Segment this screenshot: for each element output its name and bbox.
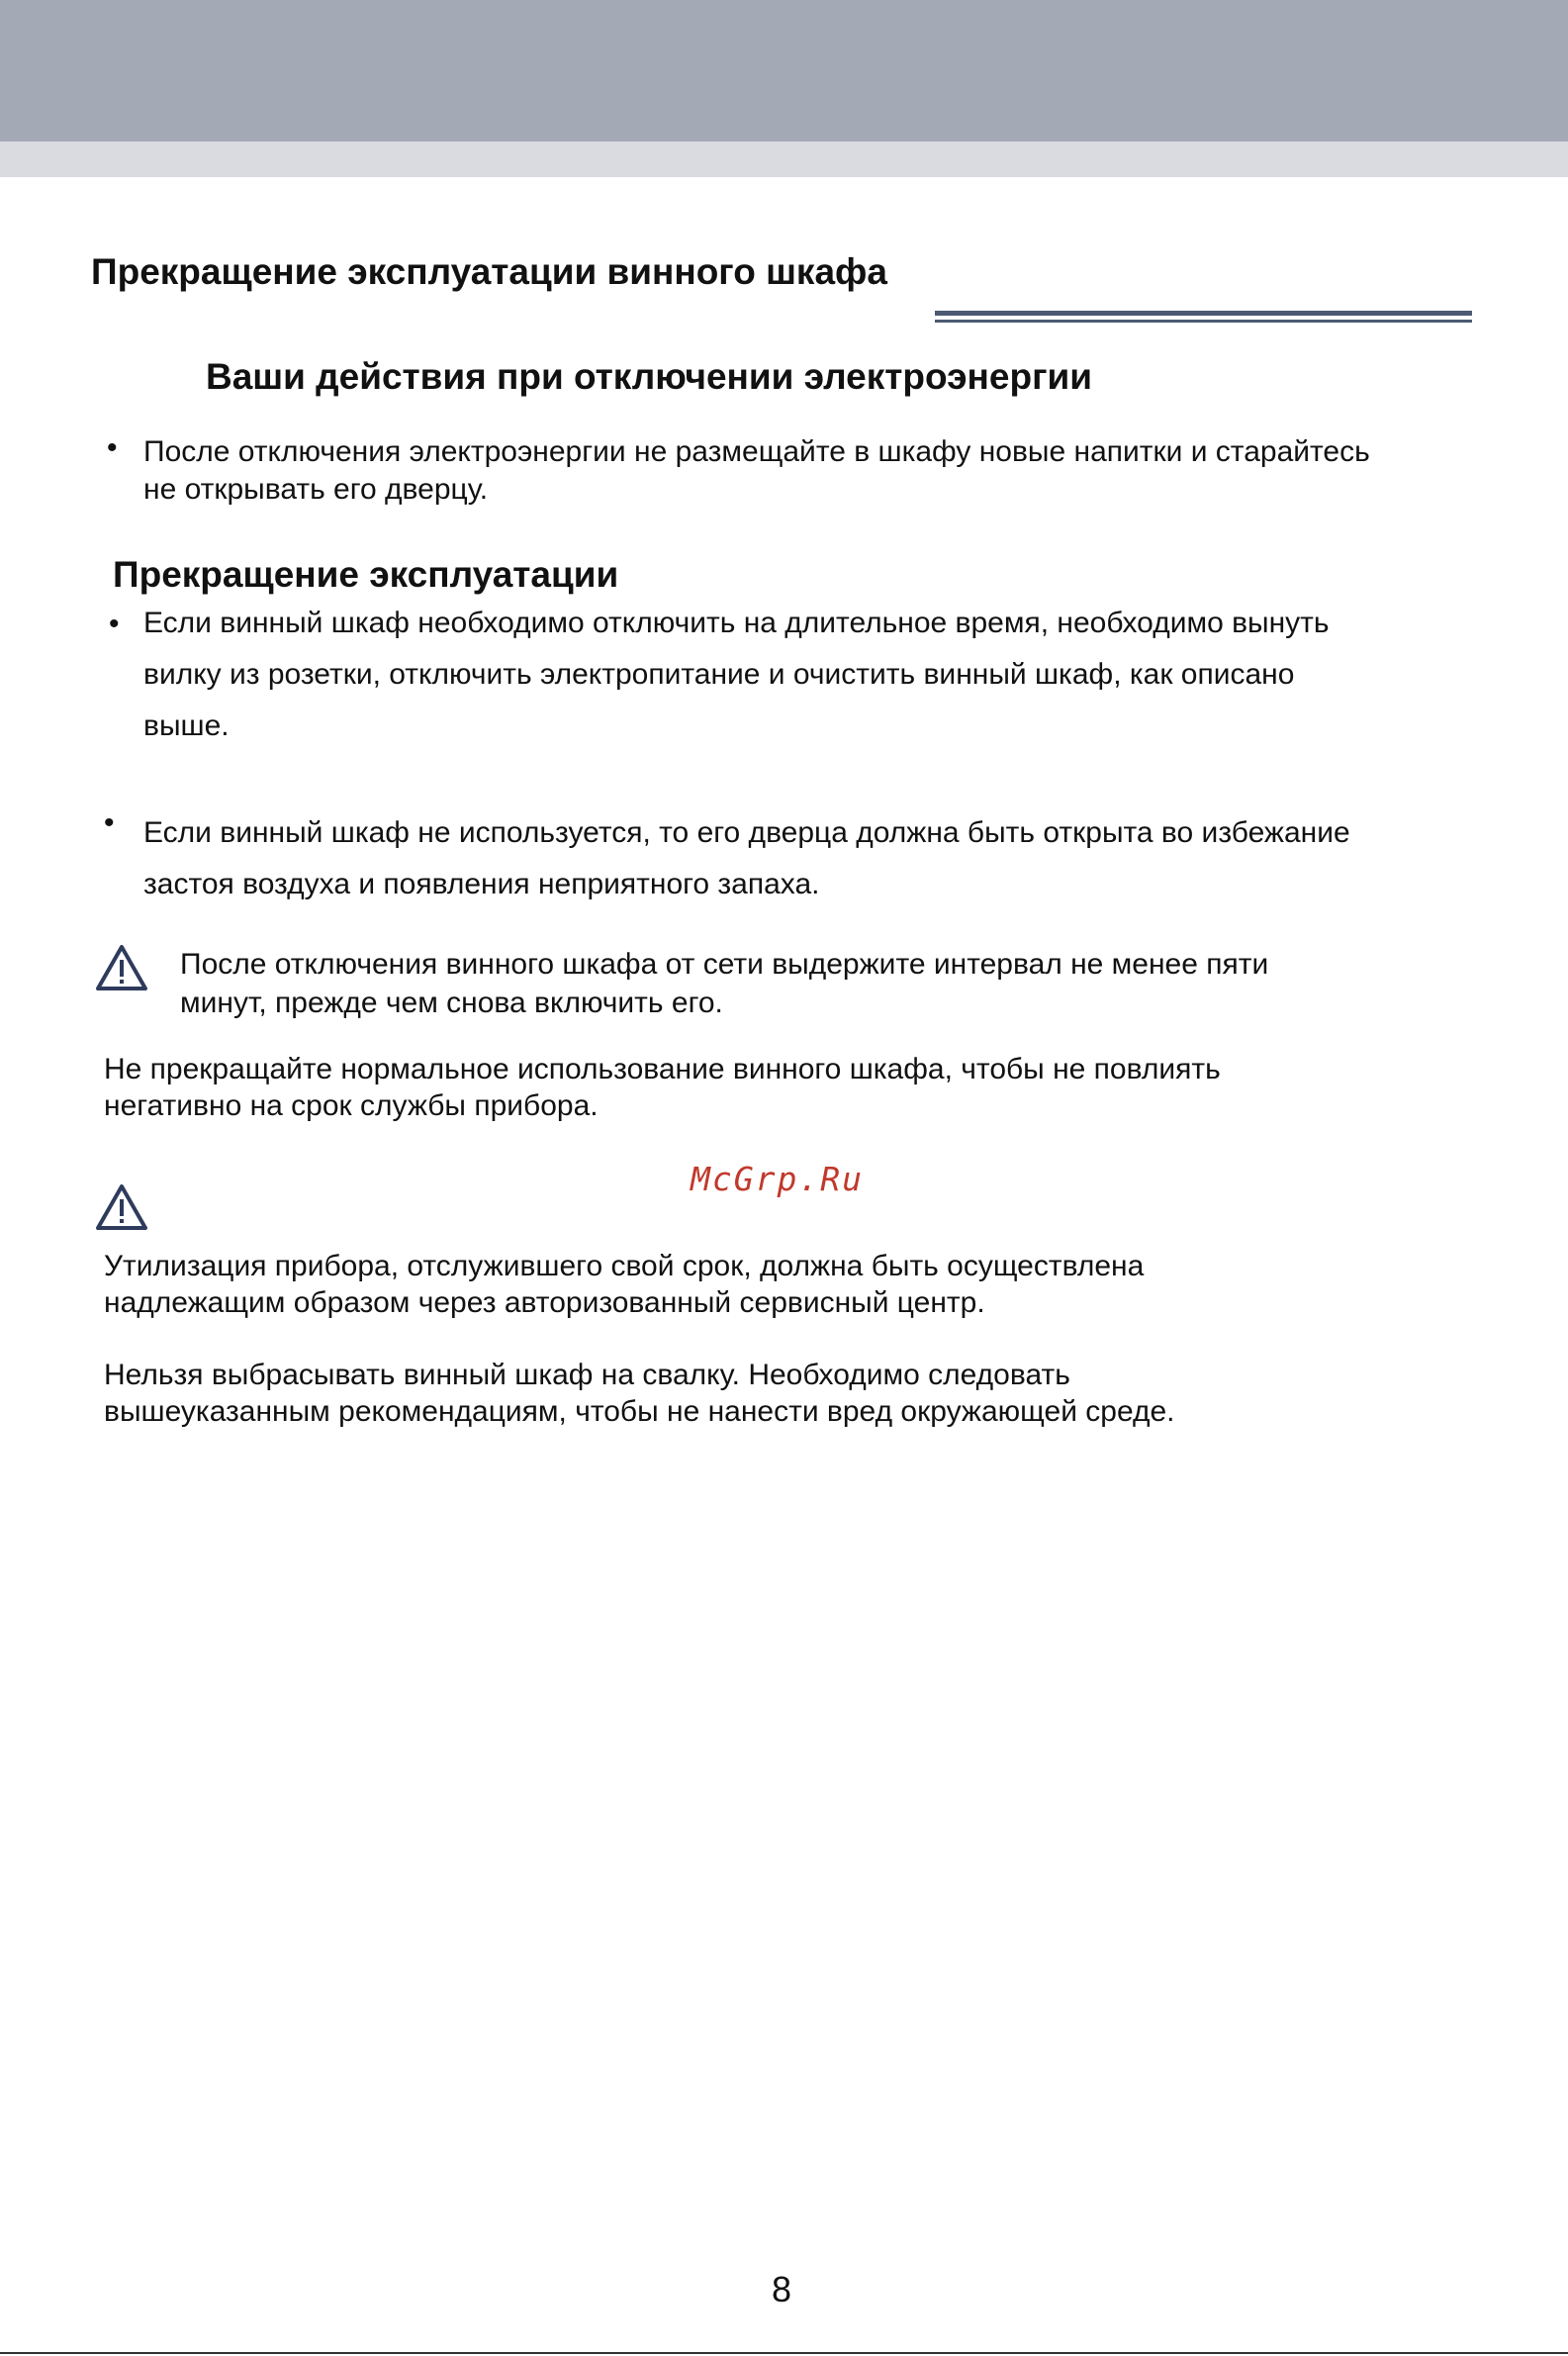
- disposal-line1: Утилизация прибора, отслужившего свой срок, должна быть осуществлена: [104, 1250, 1145, 1282]
- title-rule-thick: [935, 311, 1472, 316]
- stop-bullet1-line2: вилку из розетки, отключить электропитание и очистить винный шкаф, как описано: [143, 658, 1295, 691]
- power-off-bullet-line1: После отключения электроэнергии не размещайте в шкафу новые напитки и старайтесь: [143, 435, 1370, 468]
- note-line2: негативно на срок службы прибора.: [104, 1089, 599, 1122]
- disposal-line2: надлежащим образом через авторизованный сервисный центр.: [104, 1286, 985, 1319]
- note-line1: Не прекращайте нормальное использование винного шкафа, чтобы не повлиять: [104, 1053, 1221, 1085]
- stop-bullet1-line1: Если винный шкаф необходимо отключить на длительное время, необходимо вынуть: [143, 607, 1330, 639]
- stop-bullet1-line3: выше.: [143, 709, 230, 742]
- bullet-dot-icon: •: [104, 806, 115, 839]
- header-band-light: [0, 141, 1568, 177]
- title-rule-thin: [935, 320, 1472, 323]
- warning-triangle-icon: [95, 1182, 148, 1232]
- bullet-dot-icon: •: [109, 608, 120, 640]
- header-band: [0, 0, 1568, 141]
- bullet-dot-icon: •: [107, 431, 118, 464]
- warning1-line2: минут, прежде чем снова включить его.: [180, 987, 723, 1019]
- page-title: Прекращение эксплуатации винного шкафа: [91, 251, 887, 292]
- section-heading-stop: Прекращение эксплуатации: [113, 554, 619, 595]
- page-number: 8: [772, 2269, 792, 2309]
- watermark: McGrp.Ru: [691, 1160, 864, 1198]
- stop-bullet2-line1: Если винный шкаф не используется, то его дверца должна быть открыта во избежание: [143, 816, 1350, 849]
- disposal-line3: Нельзя выбрасывать винный шкаф на свалку. Необходимо следовать: [104, 1359, 1070, 1391]
- stop-bullet2-line2: застоя воздуха и появления неприятного запаха.: [143, 868, 820, 900]
- bottom-rule: [0, 2352, 1568, 2354]
- warning1-line1: После отключения винного шкафа от сети выдержите интервал не менее пяти: [180, 948, 1269, 981]
- title-double-rule: [935, 311, 1472, 326]
- power-off-bullet-line2: не открывать его дверцу.: [143, 473, 489, 506]
- section-heading-power-off: Ваши действия при отключении электроэнергии: [206, 356, 1092, 397]
- disposal-line4: вышеуказанным рекомендациям, чтобы не нанести вред окружающей среде.: [104, 1395, 1175, 1428]
- warning-triangle-icon: [95, 943, 148, 992]
